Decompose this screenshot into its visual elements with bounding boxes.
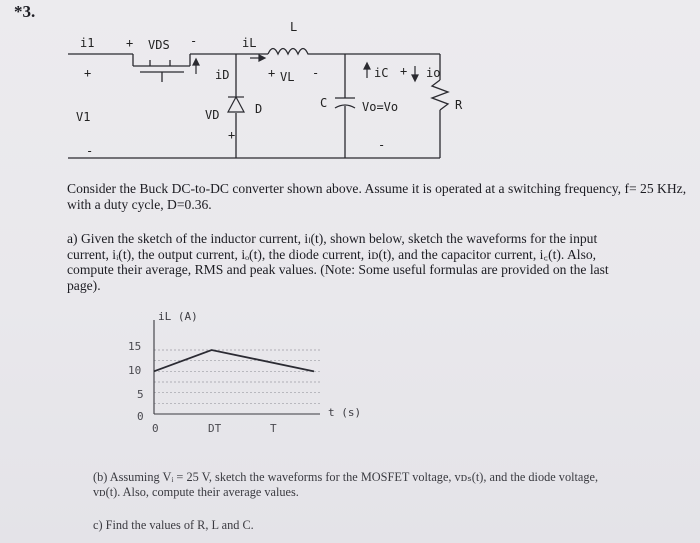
y-tick: 15 bbox=[128, 340, 142, 353]
part-a-line: page). bbox=[67, 277, 101, 293]
label-input-plus: + bbox=[84, 66, 92, 80]
part-a-question bbox=[67, 231, 687, 293]
label-vl-plus: + bbox=[268, 66, 276, 80]
label-vl: VL bbox=[280, 70, 295, 84]
label-ic-plus: + bbox=[400, 64, 408, 78]
label-diode: D bbox=[255, 102, 263, 116]
part-a-line: compute their average, RMS and peak values. (Note: Some useful formulas are provided on the last bbox=[67, 262, 609, 277]
part-c-question: c) Find the values of R, L and C. bbox=[93, 518, 254, 532]
label-vl-minus: - bbox=[312, 66, 320, 80]
circuit-diagram bbox=[0, 0, 700, 170]
circuit-wires bbox=[0, 0, 700, 170]
label-vo: Vo=Vo bbox=[362, 100, 399, 114]
graph-plot bbox=[110, 306, 410, 436]
label-inductor: L bbox=[290, 20, 298, 34]
label-il: iL bbox=[242, 36, 257, 50]
y-tick: 5 bbox=[137, 388, 144, 401]
label-i1: i1 bbox=[80, 36, 95, 50]
x-tick: 0 bbox=[152, 422, 159, 435]
part-a-line: a) Given the sketch of the inductor current, iₗ(t), shown below, sketch the waveforms for the input bbox=[67, 231, 598, 246]
question-number: *3. bbox=[14, 2, 36, 21]
label-vds-plus: + bbox=[126, 36, 134, 50]
graph-xlabel: t (s) bbox=[328, 406, 362, 419]
label-id: iD bbox=[215, 68, 230, 82]
label-resistor: R bbox=[455, 98, 463, 112]
x-tick: T bbox=[270, 422, 277, 435]
part-b-line: vᴅ(t). Also, compute their average values. bbox=[93, 484, 299, 499]
label-vds: VDS bbox=[148, 38, 170, 52]
part-b-line: (b) Assuming Vᵢ = 25 V, sketch the waveforms for the MOSFET voltage, vᴅₛ(t), and the diode voltage, bbox=[93, 470, 599, 484]
label-input-minus: - bbox=[86, 144, 94, 158]
y-tick: 0 bbox=[137, 410, 144, 423]
inductor-current-graph bbox=[110, 306, 410, 436]
label-vd: VD bbox=[205, 108, 220, 122]
label-out-minus: - bbox=[378, 138, 386, 152]
part-b-question bbox=[93, 470, 693, 499]
graph-ylabel: iL (A) bbox=[158, 310, 198, 323]
label-d-plus: + bbox=[228, 128, 236, 142]
label-capacitor: C bbox=[320, 96, 328, 110]
label-v1: V1 bbox=[76, 110, 91, 124]
label-io: io bbox=[426, 66, 441, 80]
y-tick: 10 bbox=[128, 364, 142, 377]
part-a-line: current, iᵢ(t), the output current, iₒ(t), the diode current, iᴅ(t), and the capacitor current, i꜀(t). Also, bbox=[67, 246, 597, 262]
label-vds-minus: - bbox=[190, 34, 198, 48]
label-ic: iC bbox=[374, 66, 389, 80]
x-tick: DT bbox=[208, 422, 222, 435]
intro-paragraph: Consider the Buck DC-to-DC converter shown above. Assume it is operated at a switching frequency, f= 25 KHz, with a duty cycle, D=0.36. bbox=[67, 181, 687, 212]
